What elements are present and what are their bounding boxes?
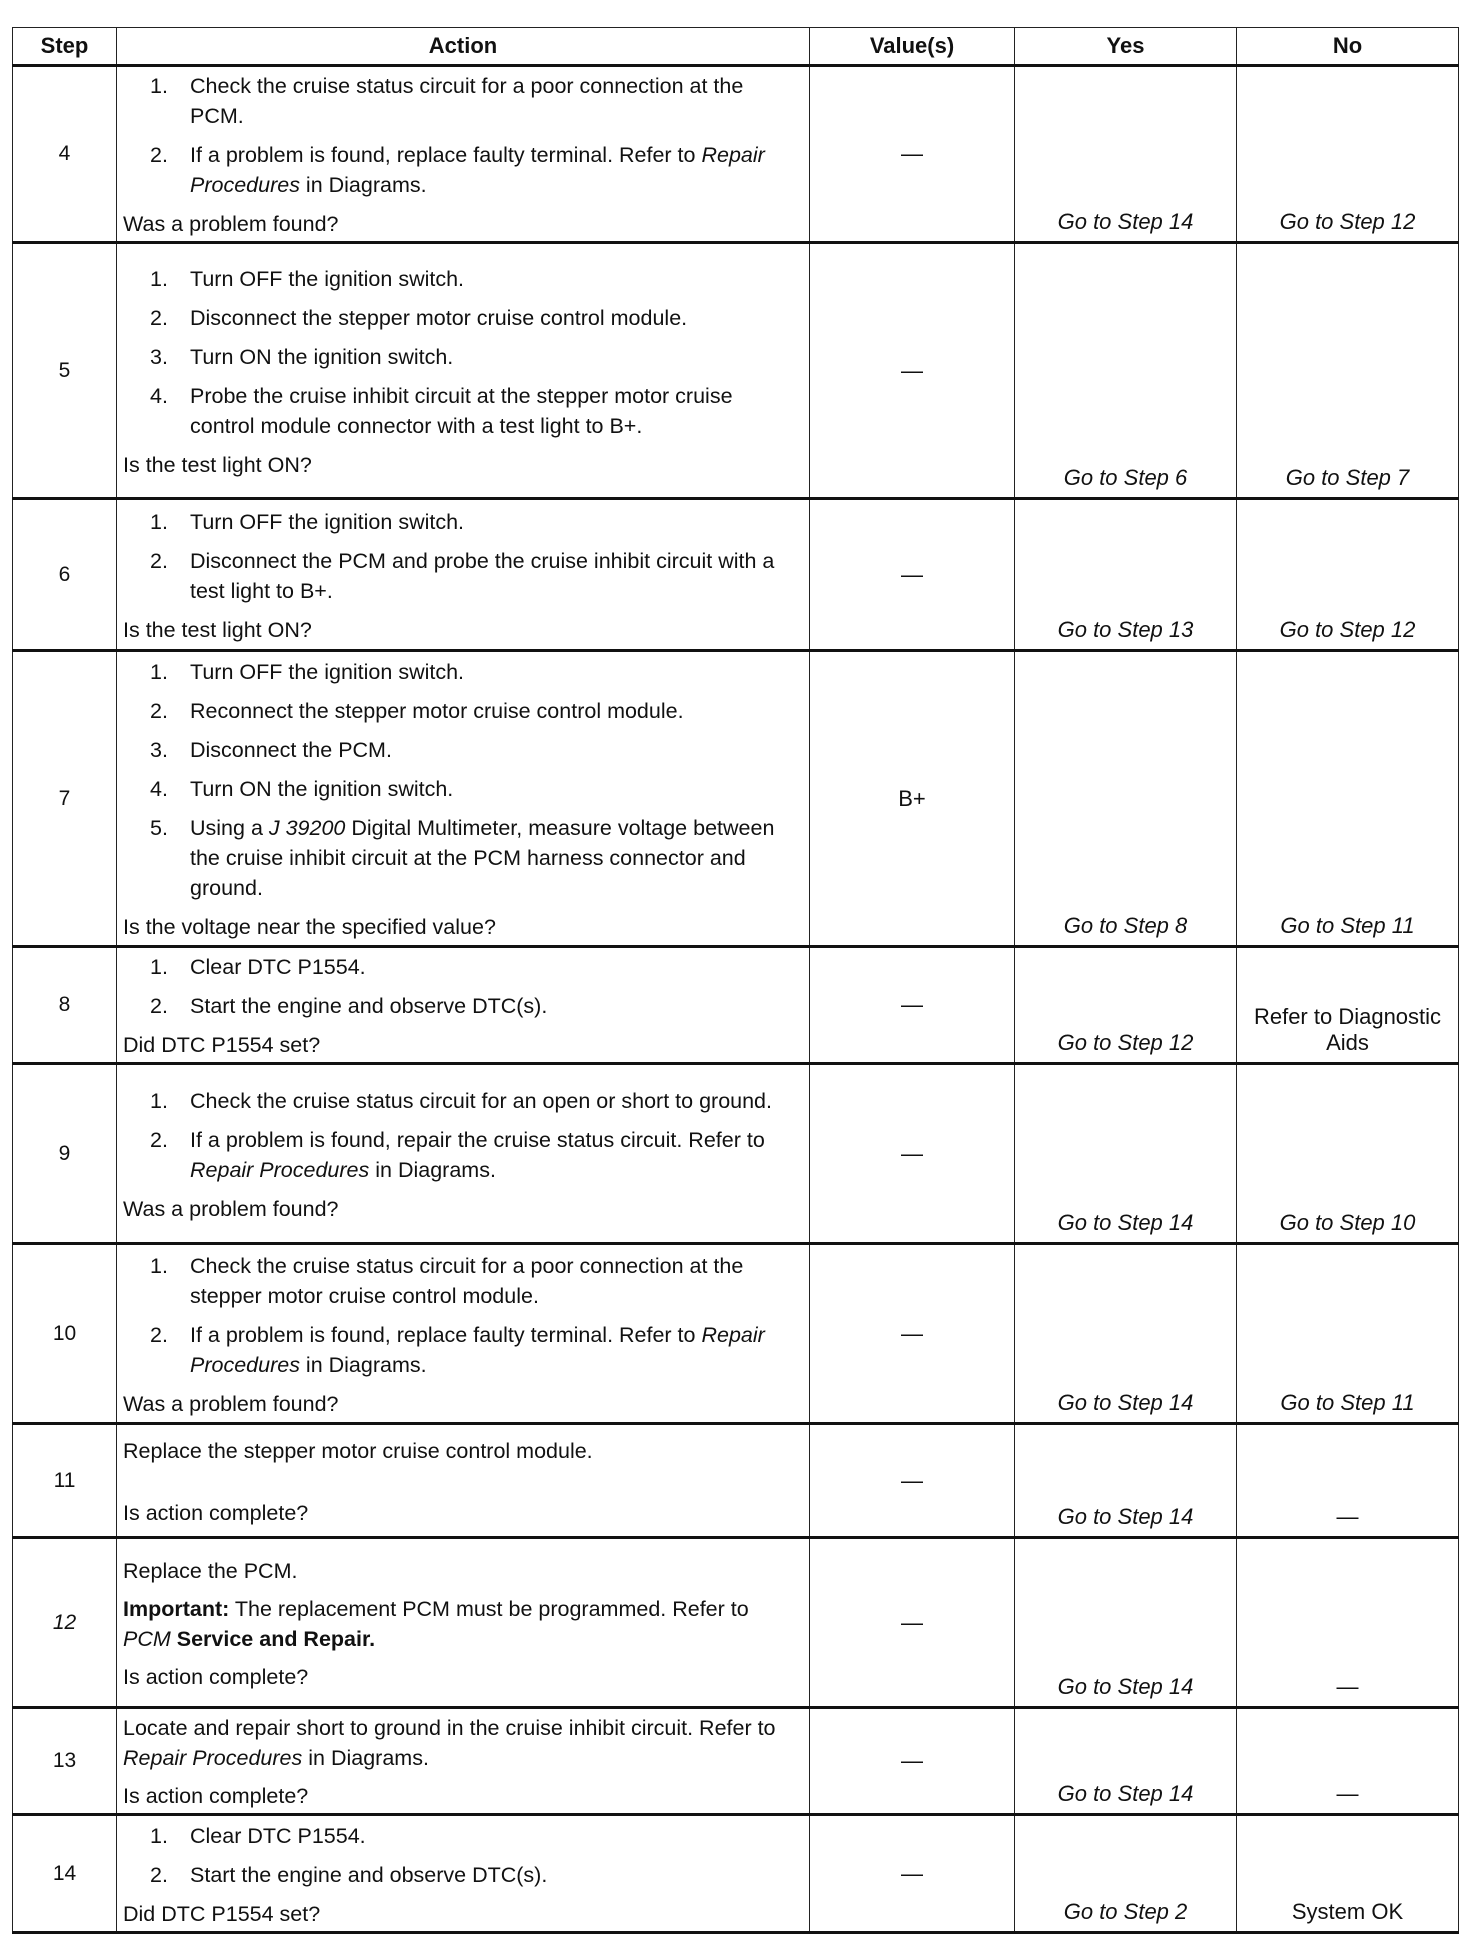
header-values: Value(s) (810, 28, 1015, 66)
action-item: 2. Disconnect the stepper motor cruise control module. (150, 305, 688, 330)
table-row-step-9 (13, 1064, 1459, 1244)
table-row-step-14 (13, 1815, 1459, 1933)
action-text: Locate and repair short to ground in the cruise inhibit circuit. Refer to Repair Procedures in Diagrams. (123, 1716, 776, 1770)
action-cell (117, 1064, 810, 1244)
action-question: Is the voltage near the specified value? (123, 915, 496, 939)
action-item: 2. Start the engine and observe DTC(s). (150, 994, 548, 1018)
action-cell (117, 1708, 810, 1815)
yes-cell: Go to Step 2 (1015, 1815, 1237, 1933)
action-cell (117, 499, 810, 651)
no-cell: Go to Step 12 (1237, 499, 1459, 651)
value-cell: — (810, 499, 1015, 651)
value-cell: — (810, 1424, 1015, 1538)
value-cell: — (810, 66, 1015, 243)
action-text: Replace the stepper motor cruise control module. (123, 1438, 593, 1463)
action-item: 3. Disconnect the PCM. (150, 738, 392, 762)
action-item: 2. Reconnect the stepper motor cruise control module. (150, 699, 684, 723)
step-number: 6 (13, 499, 117, 651)
action-item: 2. Disconnect the PCM and probe the cruise inhibit circuit with a test light to B+. (150, 548, 775, 603)
step-number: 13 (13, 1708, 117, 1815)
action-item: 1. Check the cruise status circuit for a poor connection at the PCM. (150, 74, 744, 128)
yes-cell: Go to Step 12 (1015, 947, 1237, 1064)
table-row-step-4 (13, 66, 1459, 243)
action-question: Was a problem found? (123, 212, 339, 236)
step-number: 9 (13, 1064, 117, 1244)
action-item: 1. Clear DTC P1554. (150, 1823, 366, 1848)
action-question: Is action complete? (123, 1664, 309, 1689)
action-item: 1. Turn OFF the ignition switch. (150, 660, 465, 684)
action-cell (117, 66, 810, 243)
header-yes: Yes (1015, 28, 1237, 66)
value-cell: B+ (810, 651, 1015, 947)
table-row-step-11 (13, 1424, 1459, 1538)
action-cell (117, 243, 810, 499)
no-cell: Go to Step 11 (1237, 1244, 1459, 1424)
step-number: 4 (13, 66, 117, 243)
action-item: 2. If a problem is found, repair the cruise status circuit. Refer to Repair Procedures in Diagrams. (150, 1127, 765, 1182)
yes-cell: Go to Step 6 (1015, 243, 1237, 499)
value-cell: — (810, 1538, 1015, 1708)
action-question: Is the test light ON? (123, 452, 312, 477)
no-cell: Go to Step 7 (1237, 243, 1459, 499)
table-row-step-12 (13, 1538, 1459, 1708)
action-question: Is action complete? (123, 1500, 309, 1525)
value-cell: — (810, 947, 1015, 1064)
table-row-step-5 (13, 243, 1459, 499)
action-item: 1. Check the cruise status circuit for a poor connection at the stepper motor cruise control module. (150, 1253, 744, 1308)
header-action: Action (117, 28, 810, 66)
yes-cell: Go to Step 14 (1015, 1424, 1237, 1538)
action-question: Is the test light ON? (123, 617, 312, 642)
important-note: Important: The replacement PCM must be programmed. Refer to PCM Service and Repair. (123, 1596, 749, 1651)
action-item: 4. Turn ON the ignition switch. (150, 777, 454, 801)
yes-cell: Go to Step 14 (1015, 1708, 1237, 1815)
step-number: 10 (13, 1244, 117, 1424)
table-row-step-8 (13, 947, 1459, 1064)
yes-cell: Go to Step 13 (1015, 499, 1237, 651)
action-item: 4. Probe the cruise inhibit circuit at the stepper motor cruise control module connector with a test light to B+. (150, 383, 733, 438)
table-row-step-7 (13, 651, 1459, 947)
no-cell: Refer to Diagnostic Aids (1237, 947, 1459, 1064)
value-cell: — (810, 1244, 1015, 1424)
header-row (13, 28, 1459, 66)
step-number: 5 (13, 243, 117, 499)
step-number: 8 (13, 947, 117, 1064)
table-row-step-6 (13, 499, 1459, 651)
yes-cell: Go to Step 14 (1015, 1064, 1237, 1244)
header-no: No (1237, 28, 1459, 66)
action-cell (117, 1424, 810, 1538)
no-cell: — (1237, 1708, 1459, 1815)
step-number: 11 (13, 1424, 117, 1538)
step-number: 7 (13, 651, 117, 947)
yes-cell: Go to Step 14 (1015, 1244, 1237, 1424)
action-question: Did DTC P1554 set? (123, 1901, 321, 1926)
step-number: 14 (13, 1815, 117, 1933)
value-cell: — (810, 1708, 1015, 1815)
action-question: Was a problem found? (123, 1391, 339, 1416)
action-cell (117, 947, 810, 1064)
action-item: 1. Turn OFF the ignition switch. (150, 266, 465, 291)
action-item: 2. If a problem is found, replace faulty terminal. Refer to Repair Procedures in Diagrams. (150, 1322, 765, 1377)
no-cell: Go to Step 10 (1237, 1064, 1459, 1244)
value-cell: — (810, 1064, 1015, 1244)
yes-cell: Go to Step 8 (1015, 651, 1237, 947)
action-item: 1. Turn OFF the ignition switch. (150, 509, 465, 534)
value-cell: — (810, 243, 1015, 499)
action-item: 5. Using a J 39200 Digital Multimeter, measure voltage between the cruise inhibit circuit at the PCM harness connector and ground. (150, 816, 775, 900)
yes-cell: Go to Step 14 (1015, 66, 1237, 243)
action-cell (117, 1538, 810, 1708)
diagnostic-table (12, 27, 1459, 1934)
no-cell: — (1237, 1424, 1459, 1538)
table-row-step-10 (13, 1244, 1459, 1424)
table-row-step-13 (13, 1708, 1459, 1815)
action-cell (117, 1244, 810, 1424)
no-cell: — (1237, 1538, 1459, 1708)
action-question: Was a problem found? (123, 1196, 339, 1221)
action-item: 2. If a problem is found, replace faulty terminal. Refer to Repair Procedures in Diagrams. (150, 143, 765, 197)
action-text: Replace the PCM. (123, 1558, 298, 1583)
action-cell (117, 651, 810, 947)
no-cell: Go to Step 11 (1237, 651, 1459, 947)
value-cell: — (810, 1815, 1015, 1933)
header-step: Step (13, 28, 117, 66)
action-item: 1. Clear DTC P1554. (150, 955, 366, 979)
no-cell: System OK (1237, 1815, 1459, 1933)
action-item: 3. Turn ON the ignition switch. (150, 344, 454, 369)
step-number: 12 (13, 1538, 117, 1708)
action-cell (117, 1815, 810, 1933)
action-question: Is action complete? (123, 1784, 309, 1808)
diagnostic-table-page (12, 27, 1458, 1934)
yes-cell: Go to Step 14 (1015, 1538, 1237, 1708)
action-item: 1. Check the cruise status circuit for an open or short to ground. (150, 1088, 772, 1113)
action-item: 2. Start the engine and observe DTC(s). (150, 1862, 548, 1887)
no-cell: Go to Step 12 (1237, 66, 1459, 243)
action-question: Did DTC P1554 set? (123, 1033, 321, 1057)
